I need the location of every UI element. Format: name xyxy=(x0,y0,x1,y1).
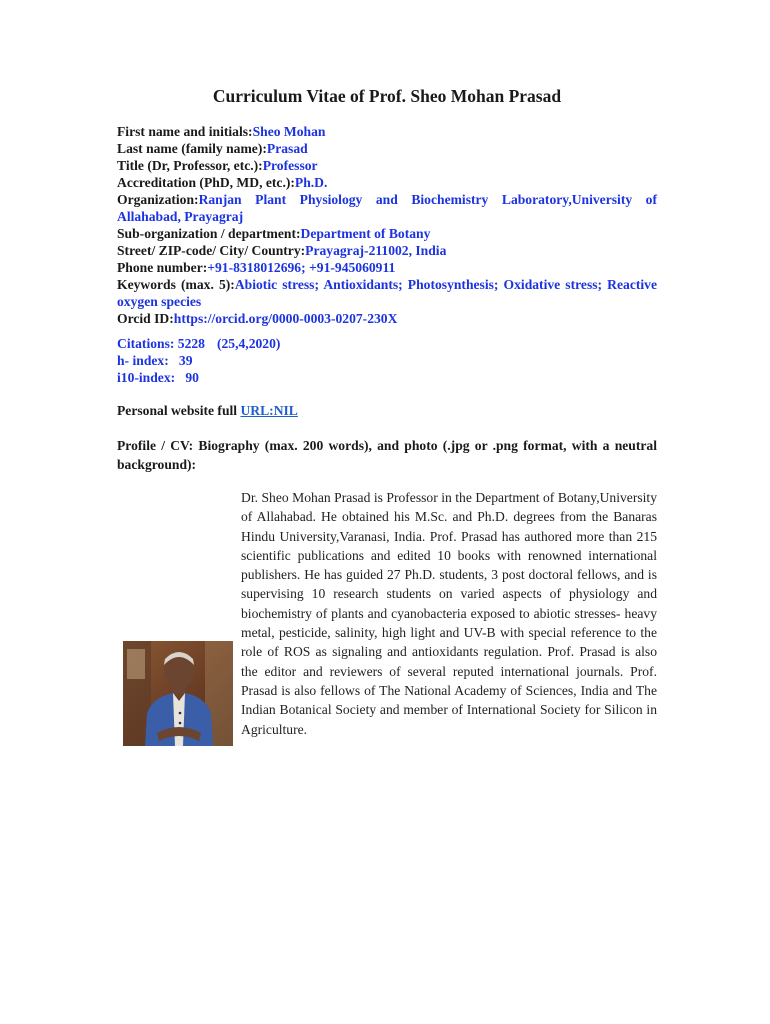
field-value: https://orcid.org/0000-0003-0207-230X xyxy=(173,311,398,326)
field-label: Last name (family name): xyxy=(117,141,267,156)
field-value: Sheo Mohan xyxy=(252,124,326,139)
personal-details xyxy=(117,123,657,327)
cv-document xyxy=(117,86,657,748)
field-value: Ph.D. xyxy=(294,175,328,190)
profile-heading: Profile / CV: Biography (max. 200 words), and photo (.jpg or .png format, with a neutral background): xyxy=(117,438,657,472)
field-value: Professor xyxy=(262,158,318,173)
field-label: Organization: xyxy=(117,192,199,207)
field-label: Keywords (max. 5): xyxy=(117,277,235,292)
field-label: First name and initials: xyxy=(117,124,253,139)
field-label: Street/ ZIP-code/ City/ Country: xyxy=(117,243,306,258)
field-label: Phone number: xyxy=(117,260,208,275)
citation-metrics xyxy=(117,335,657,386)
field-value: Prayagraj-211002, India xyxy=(305,243,447,258)
field-value: +91-8318012696; +91-945060911 xyxy=(207,260,396,275)
field-value: Prasad xyxy=(266,141,308,156)
citations-date: (25,4,2020) xyxy=(216,336,281,351)
field-value: Department of Botany xyxy=(300,226,431,241)
field-title xyxy=(117,157,657,174)
personal-website xyxy=(117,403,657,419)
field-keywords xyxy=(117,276,657,310)
field-value: Ranjan Plant Physiology and Biochemistry Laboratory,University of Allahabad, Prayagraj xyxy=(117,192,657,224)
field-label: Accreditation (PhD, MD, etc.): xyxy=(117,175,295,190)
field-sub-organization xyxy=(117,225,657,242)
portrait-photo-icon xyxy=(123,641,233,746)
field-phone xyxy=(117,259,657,276)
field-label: Title (Dr, Professor, etc.): xyxy=(117,158,263,173)
i10-index: i10-index: 90 xyxy=(117,370,199,385)
website-label: Personal website full xyxy=(117,403,241,418)
field-orcid xyxy=(117,310,657,327)
h-index: h- index: 39 xyxy=(117,353,193,368)
field-accreditation xyxy=(117,174,657,191)
biography xyxy=(117,488,657,739)
page-title: Curriculum Vitae of Prof. Sheo Mohan Prasad xyxy=(212,86,562,106)
citations-count: Citations: 5228 xyxy=(117,336,205,351)
field-address xyxy=(117,242,657,259)
field-label: Orcid ID: xyxy=(117,311,174,326)
biography-text: Dr. Sheo Mohan Prasad is Professor in the Department of Botany,University of Allahabad. He obtained his M.Sc. and Ph.D. degrees from the Banaras Hindu University,Varanasi, India. Prof. Prasad has authored more than 215 scientific publications and edited 10 books with renowned international publishers. He has guided 27 Ph.D. students, 3 post doctoral fellows, and is supervising 10 research students on varied aspects of physiology and biochemistry of plants and cyanobacteria exposed to abiotic stresses- heavy metal, pesticide, salinity, high light and UV-B with special reference to the role of ROS as signaling and antioxidants regulation. Prof. Prasad is also the editor and reviewers of several reputed international journals. Prof. Prasad is also fellows of The National Academy of Sciences, India and The Indian Botanical Society and member of International Society for Silicon in Agriculture. xyxy=(241,490,657,737)
field-label: Sub-organization / department: xyxy=(117,226,301,241)
portrait-photo xyxy=(123,641,233,746)
field-first-name xyxy=(117,123,657,140)
field-value: Abiotic stress; Antioxidants; Photosynthesis; Oxidative stress; Reactive oxygen species xyxy=(117,277,657,309)
field-organization xyxy=(117,191,657,225)
website-link[interactable]: URL:NIL xyxy=(240,403,298,418)
citations-row xyxy=(117,335,657,352)
field-last-name xyxy=(117,140,657,157)
